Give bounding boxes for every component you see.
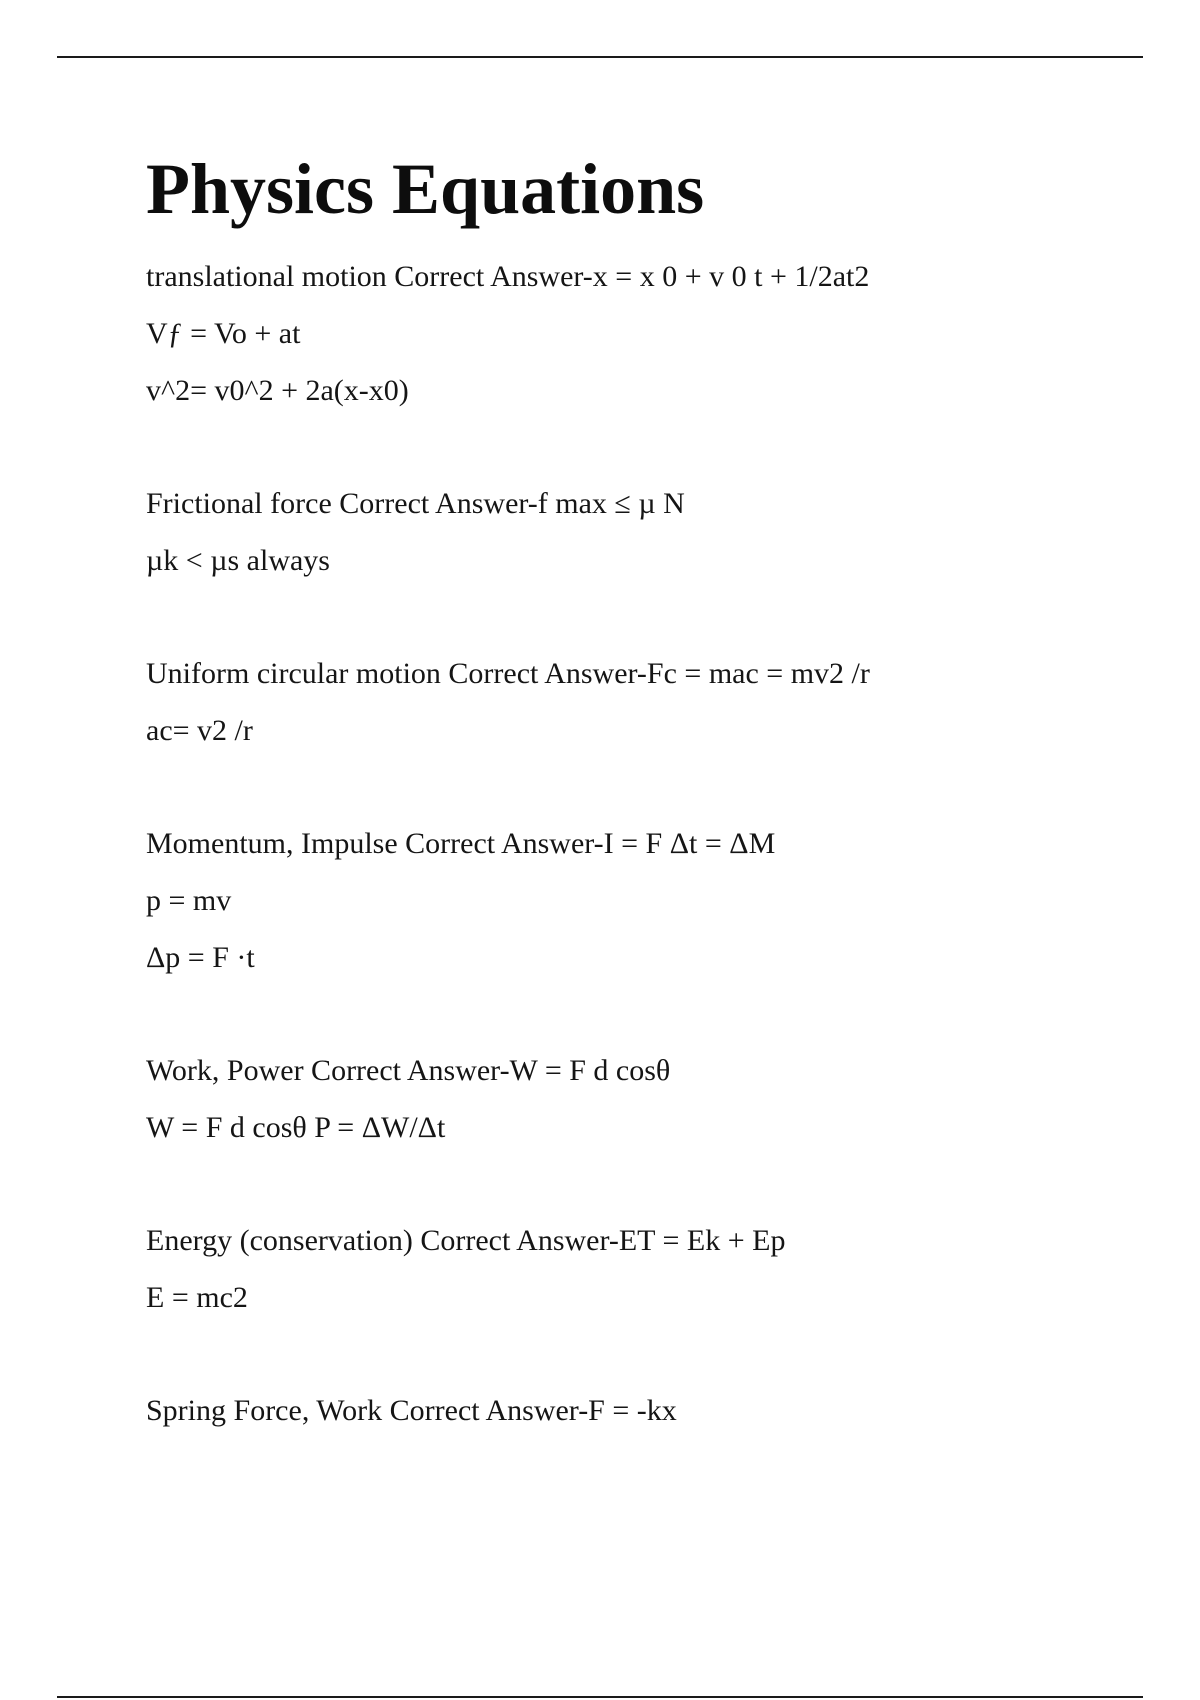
entry-uniform-circular-motion	[146, 645, 1106, 759]
entry-line: p = mv	[146, 884, 232, 917]
entry-line: v^2= v0^2 + 2a(x-x0)	[146, 374, 409, 407]
entry-line: Energy (conservation) Correct Answer-ET = Ek + Ep	[146, 1224, 786, 1257]
entry-line: Spring Force, Work Correct Answer-F = -kx	[146, 1394, 677, 1427]
entry-spring-force-work	[146, 1382, 1106, 1439]
entry-line: Work, Power Correct Answer-W = F d cosθ	[146, 1054, 671, 1087]
entry-line: Momentum, Impulse Correct Answer-I = F Δt = ΔM	[146, 827, 776, 860]
entry-energy-conservation	[146, 1212, 1106, 1326]
entry-line: translational motion Correct Answer-x = x 0 + v 0 t + 1/2at2	[146, 260, 870, 293]
document-body	[146, 148, 1106, 1439]
entry-line: Frictional force Correct Answer-f max ≤ µ N	[146, 487, 685, 520]
entry-line: Δp = F ·t	[146, 941, 255, 974]
bottom-divider	[57, 1696, 1143, 1698]
entry-line: µk < µs always	[146, 544, 330, 577]
entry-work-power	[146, 1042, 1106, 1156]
entry-line: W = F d cosθ P = ΔW/Δt	[146, 1111, 446, 1144]
top-divider	[57, 56, 1143, 58]
entry-line: E = mc2	[146, 1281, 248, 1314]
entry-momentum-impulse	[146, 815, 1106, 986]
entry-line: Uniform circular motion Correct Answer-Fc = mac = mv2 /r	[146, 657, 870, 690]
entry-line: Vƒ = Vo + at	[146, 317, 301, 350]
page-title: Physics Equations	[146, 149, 705, 229]
entry-line: ac= v2 /r	[146, 714, 253, 747]
entry-translational-motion	[146, 248, 1106, 419]
entry-frictional-force	[146, 475, 1106, 589]
